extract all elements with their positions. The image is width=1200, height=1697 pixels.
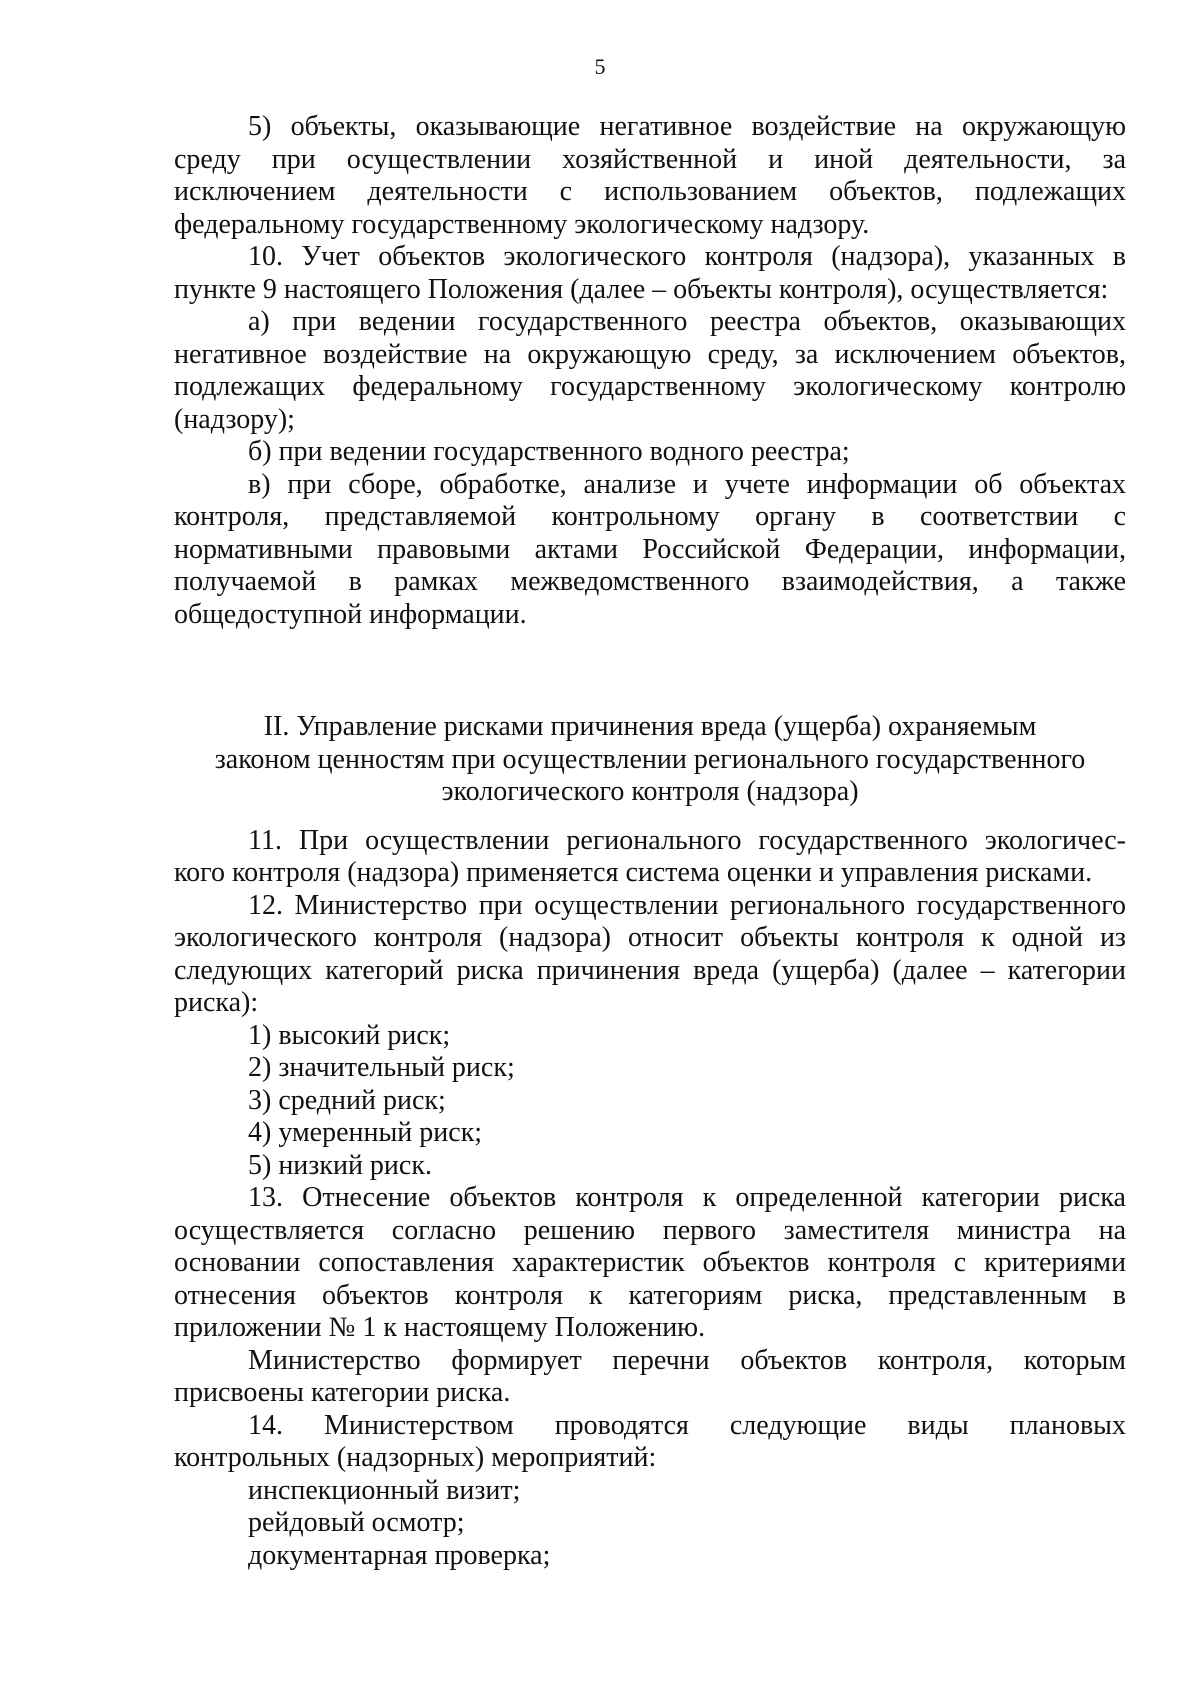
text-line: пункте 9 настоящего Положения (далее – объекты контроля), осуществляется:: [174, 273, 1109, 305]
document-body: [174, 111, 1126, 1572]
text-line: а) при ведении государственного реестра объектов, оказывающих: [248, 306, 1126, 337]
paragraph-13: [174, 1182, 1126, 1345]
paragraph-10-v: [174, 469, 1126, 632]
text-line: 14. Министерством проводятся следующие виды плановых: [248, 1409, 1126, 1441]
list-item: инспекционный визит;: [248, 1474, 521, 1506]
text-line: негативное воздействие на окружающую среду, за исключением объектов,: [174, 338, 1126, 370]
list-item: 3) средний риск;: [248, 1084, 446, 1116]
page-number: 5: [594, 54, 606, 79]
list-item: документарная проверка;: [248, 1539, 551, 1571]
text-line: экологического контроля (надзора) относит объекты контроля к одной из: [174, 922, 1126, 953]
text-line: в) при сборе, обработке, анализе и учете информации об объектах: [248, 468, 1126, 500]
paragraph-12: [174, 890, 1126, 1020]
text-line: риска):: [174, 987, 259, 1018]
text-line: 12. Министерство при осуществлении регионального государственного: [248, 889, 1126, 921]
list-item: рейдовый осмотр;: [248, 1507, 465, 1538]
text-line: 13. Отнесение объектов контроля к определенной категории риска: [248, 1182, 1126, 1213]
paragraph-10-a: [174, 306, 1126, 436]
text-line: исключением деятельности с использованием объектов, подлежащих: [174, 176, 1126, 207]
risk-category-list: [174, 1020, 1126, 1183]
text-line: отнесения объектов контроля к категориям риска, представленным в: [174, 1279, 1126, 1311]
text-line: б) при ведении государственного водного реестра;: [248, 436, 850, 467]
list-item: 4) умеренный риск;: [248, 1117, 483, 1148]
text-line: 10. Учет объектов экологического контроля (надзора), указанных в: [248, 241, 1126, 272]
paragraph-14: [174, 1410, 1126, 1475]
text-line: осуществляется согласно решению первого заместителя министра на: [174, 1214, 1126, 1246]
text-line: контрольных (надзорных) мероприятий:: [174, 1442, 657, 1473]
heading-line: экологического контроля (надзора): [441, 776, 859, 807]
event-type-list: [174, 1475, 1126, 1573]
list-item: 2) значительный риск;: [248, 1052, 515, 1083]
paragraph-item-5: [174, 111, 1126, 241]
paragraph-11: [174, 825, 1126, 890]
paragraph-10-b: [174, 436, 1126, 469]
list-item: 1) высокий риск;: [248, 1019, 451, 1051]
text-line: 5) объекты, оказывающие негативное воздействие на окружающую: [248, 111, 1126, 142]
text-line: федеральному государственному экологическому надзору.: [174, 208, 870, 240]
paragraph-10: [174, 241, 1126, 306]
text-line: Министерство формирует перечни объектов контроля, которым: [248, 1344, 1126, 1376]
paragraph-13-continued: [174, 1345, 1126, 1410]
text-line: подлежащих федеральному государственному экологическому контролю: [174, 371, 1126, 402]
text-line: получаемой в рамках межведомственного взаимодействия, а также: [174, 566, 1126, 597]
section-heading: [174, 711, 1126, 809]
text-line: приложении № 1 к настоящему Положению.: [174, 1312, 706, 1343]
text-line: контроля, представляемой контрольному органу в соответствии с: [174, 501, 1126, 532]
text-line: кого контроля (надзора) применяется система оценки и управления рисками.: [174, 857, 1093, 888]
text-line: нормативными правовыми актами Российской Федерации, информации,: [174, 533, 1126, 565]
heading-line: законом ценностям при осуществлении регионального государственного: [214, 743, 1086, 775]
text-line: следующих категорий риска причинения вреда (ущерба) (далее – категории: [174, 954, 1126, 986]
list-item: 5) низкий риск.: [248, 1149, 432, 1181]
text-line: общедоступной информации.: [174, 598, 527, 630]
text-line: присвоены категории риска.: [174, 1377, 511, 1408]
text-line: среду при осуществлении хозяйственной и иной деятельности, за: [174, 143, 1126, 175]
text-line: основании сопоставления характеристик объектов контроля с критериями: [174, 1247, 1126, 1278]
text-line: (надзору);: [174, 403, 295, 435]
text-line: 11. При осуществлении регионального государственного экологичес-: [248, 824, 1126, 856]
heading-line: II. Управление рисками причинения вреда (ущерба) охраняемым: [263, 711, 1037, 742]
